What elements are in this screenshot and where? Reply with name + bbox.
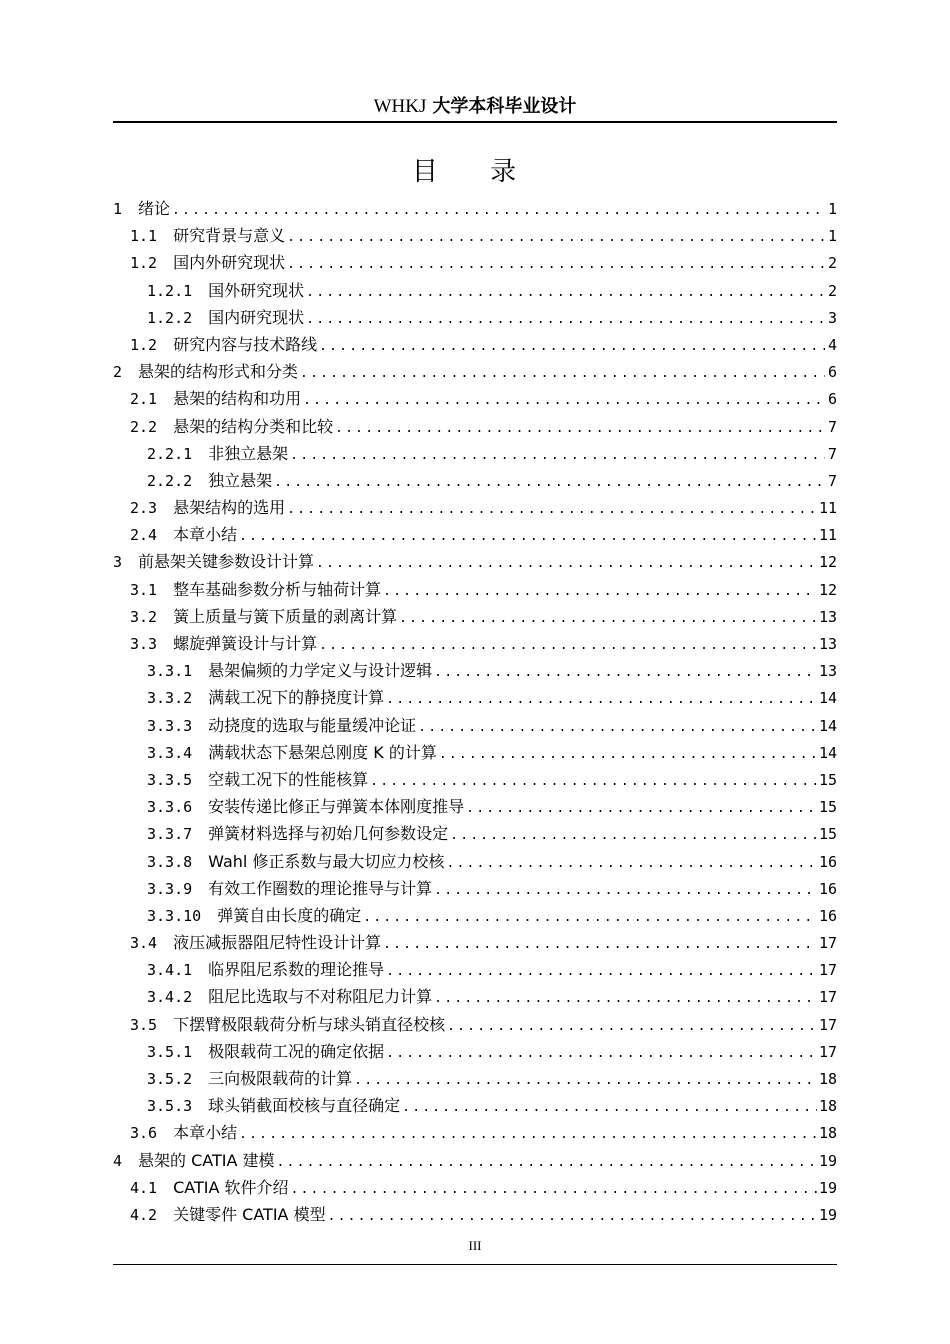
toc-entry-page: 7 (827, 444, 837, 463)
toc-entry-title: 空载工况下的性能核算 (208, 769, 369, 789)
toc-leader-dots (287, 251, 825, 278)
toc-leader-dots (383, 578, 817, 605)
toc-entry[interactable] (113, 548, 837, 575)
toc-leader-dots (291, 1176, 817, 1203)
toc-leader-dots (466, 795, 817, 822)
toc-entry[interactable] (113, 657, 837, 684)
toc-entry-number: 3.3.5 (147, 770, 193, 789)
toc-leader-dots (287, 496, 817, 523)
toc-entry[interactable] (113, 929, 837, 956)
toc-leader-dots (328, 1203, 817, 1230)
toc-entry[interactable] (113, 630, 837, 657)
toc-entry-title: 整车基础参数分析与轴荷计算 (173, 579, 382, 599)
toc-entry-title: 研究内容与技术路线 (173, 334, 318, 354)
toc-entry[interactable] (113, 1147, 837, 1174)
toc-entry-title: 本章小结 (173, 525, 238, 545)
toc-leader-dots (450, 822, 817, 849)
toc-entry-title: CATIA 软件介绍 (173, 1177, 289, 1197)
toc-entry[interactable] (113, 983, 837, 1010)
toc-entry-number: 2.2.1 (147, 444, 193, 463)
toc-leader-dots (386, 958, 817, 985)
toc-leader-dots (319, 333, 825, 360)
toc-entry-title: Wahl 修正系数与最大切应力校核 (208, 851, 445, 871)
toc-entry[interactable] (113, 358, 837, 385)
toc-entry[interactable] (113, 603, 837, 630)
toc-entry-title: 悬架偏频的力学定义与设计逻辑 (208, 661, 433, 681)
toc-entry-number: 3.4.1 (147, 961, 193, 980)
toc-entry-page: 19 (818, 1205, 837, 1224)
toc-leader-dots (300, 360, 825, 387)
toc-leader-dots (418, 714, 817, 741)
toc-leader-dots (434, 985, 817, 1012)
toc-entry-page: 19 (818, 1151, 837, 1170)
toc-leader-dots (402, 1094, 817, 1121)
toc-entry-number: 1.2 (130, 254, 158, 273)
toc-entry-title: 弹簧材料选择与初始几何参数设定 (208, 824, 449, 844)
toc-leader-dots (383, 931, 817, 958)
toc-leader-dots (306, 306, 825, 333)
toc-entry[interactable] (113, 848, 837, 875)
toc-entry-page: 6 (827, 390, 837, 409)
toc-entry-page: 16 (818, 906, 837, 925)
toc-entry-number: 2.3 (130, 499, 158, 518)
toc-entry[interactable] (113, 440, 837, 467)
toc-leader-dots (386, 1040, 817, 1067)
toc-entry-title: 本章小结 (173, 1123, 238, 1143)
toc-entry-page: 12 (818, 580, 837, 599)
toc-entry-page: 17 (818, 1015, 837, 1034)
toc-entry[interactable] (113, 712, 837, 739)
toc-entry-title: 绪论 (138, 199, 171, 218)
toc-entry-title: 独立悬架 (208, 470, 273, 490)
toc-entry[interactable] (113, 195, 837, 222)
toc-entry-title: 悬架的结构分类和比较 (173, 416, 334, 436)
toc-entry-title: 非独立悬架 (208, 443, 289, 463)
toc-entry-page: 14 (818, 743, 837, 762)
toc-entry-page: 13 (818, 607, 837, 626)
toc-entry-title: 国内研究现状 (208, 307, 305, 327)
toc-entry-title: 液压减振器阻尼特性设计计算 (173, 933, 382, 953)
toc-entry[interactable] (113, 739, 837, 766)
toc-entry[interactable] (113, 902, 837, 929)
toc-leader-dots (239, 1121, 817, 1148)
toc-entry-number: 3.4 (130, 934, 158, 953)
toc-entry-title: 动挠度的选取与能量缓冲论证 (208, 715, 417, 735)
toc-entry[interactable] (113, 1201, 837, 1228)
toc-entry-page: 19 (818, 1178, 837, 1197)
page-header (113, 92, 837, 120)
toc-entry-page: 6 (827, 363, 837, 382)
toc-leader-dots (316, 550, 817, 577)
toc-leader-dots (172, 197, 825, 224)
toc-leader-dots (319, 632, 817, 659)
toc-entry-page: 17 (818, 934, 837, 953)
toc-entry-page: 18 (818, 1070, 837, 1088)
toc-entry[interactable] (113, 494, 837, 521)
toc-entry[interactable] (113, 576, 837, 603)
toc-entry-number: 1.1 (130, 227, 158, 246)
toc-entry-number: 2 (113, 363, 123, 382)
toc-entry-page: 17 (818, 988, 837, 1007)
toc-title: 目 录 (411, 157, 539, 187)
toc-entry-page: 11 (818, 526, 837, 545)
toc-entry-number: 1 (113, 200, 123, 218)
toc-entry-title: 悬架结构的选用 (173, 498, 286, 518)
toc-leader-dots (434, 659, 817, 686)
toc-entry-number: 3.2 (130, 607, 158, 626)
header-latin: WHKJ (373, 96, 427, 117)
toc-entry-number: 3.5.3 (147, 1097, 193, 1116)
toc-leader-dots (446, 850, 817, 877)
toc-leader-dots (354, 1067, 817, 1094)
toc-entry-title: 满载工况下的静挠度计算 (208, 688, 385, 708)
toc-entry-page: 3 (827, 308, 837, 327)
toc-leader-dots (306, 279, 825, 306)
toc-leader-dots (434, 877, 817, 904)
toc-entry-title: 下摆臂极限载荷分析与球头销直径校核 (173, 1014, 446, 1034)
toc-entry-title: 国内外研究现状 (173, 253, 286, 273)
toc-entry-page: 7 (827, 417, 837, 436)
toc-entry-number: 4.2 (130, 1205, 158, 1224)
toc-entry[interactable] (113, 820, 837, 847)
toc-entry-number: 3.3.10 (147, 906, 202, 925)
toc-entry-number: 1.2 (130, 335, 158, 354)
toc-entry-title: 国外研究现状 (208, 280, 305, 300)
toc-entry-number: 3.6 (130, 1124, 158, 1143)
toc-entry[interactable] (113, 1174, 837, 1201)
toc-entry-page: 18 (818, 1124, 837, 1143)
toc-entry-number: 3 (113, 553, 123, 572)
toc-entry[interactable] (113, 304, 837, 331)
toc-entry-title: 悬架的 CATIA 建模 (138, 1150, 275, 1170)
toc-entry[interactable] (113, 793, 837, 820)
toc-entry-number: 3.4.2 (147, 988, 193, 1007)
toc-entry-title: 阻尼比选取与不对称阻尼力计算 (208, 987, 433, 1007)
toc-entry-number: 2.1 (130, 390, 158, 409)
toc-entry[interactable] (113, 1092, 837, 1119)
toc-entry-number: 4.1 (130, 1178, 158, 1197)
toc-entry-number: 4 (113, 1151, 123, 1170)
toc-entry-number: 3.3.7 (147, 825, 193, 844)
toc-leader-dots (439, 741, 817, 768)
toc-entry-number: 3.5.1 (147, 1042, 193, 1061)
toc-entry-number: 3.3.8 (147, 852, 193, 871)
toc-leader-dots (287, 224, 825, 251)
toc-entry-page: 18 (818, 1097, 837, 1116)
toc-entry[interactable] (113, 1011, 837, 1038)
toc-entry-page: 14 (818, 689, 837, 708)
toc-entry[interactable] (113, 1065, 837, 1092)
toc-leader-dots (370, 768, 817, 795)
toc-entry-page: 15 (818, 825, 837, 844)
toc-entry-number: 3.5 (130, 1015, 158, 1034)
toc-entry-page: 2 (827, 254, 837, 273)
toc-entry[interactable] (113, 277, 837, 304)
toc-entry[interactable] (113, 1038, 837, 1065)
toc-leader-dots (447, 1013, 817, 1040)
footer-rule (113, 1264, 837, 1265)
toc-entry[interactable] (113, 467, 837, 494)
toc-entry-title: 簧上质量与簧下质量的剥离计算 (173, 606, 398, 626)
toc-entry-page: 7 (827, 471, 837, 490)
toc-entry-title: 关键零件 CATIA 模型 (173, 1204, 326, 1224)
toc-entry-number: 2.2.2 (147, 471, 193, 490)
toc-entry[interactable] (113, 875, 837, 902)
toc-entry[interactable] (113, 249, 837, 276)
toc-entry[interactable] (113, 1119, 837, 1146)
toc-entry-page: 13 (818, 662, 837, 681)
toc-entry-number: 2.2 (130, 417, 158, 436)
toc-entry[interactable] (113, 385, 837, 412)
toc-entry-number: 3.3.6 (147, 798, 193, 817)
toc-entry[interactable] (113, 222, 837, 249)
toc-entry-page: 16 (818, 852, 837, 871)
page-number: III (468, 1238, 482, 1253)
toc-entry-page: 1 (827, 227, 837, 246)
toc-leader-dots (335, 415, 825, 442)
toc-entry-title: 临界阻尼系数的理论推导 (208, 960, 385, 980)
toc-entry-number: 3.3.3 (147, 716, 193, 735)
toc-entry-title: 三向极限载荷的计算 (208, 1069, 353, 1088)
toc-entry-title: 极限载荷工况的确定依据 (208, 1041, 385, 1061)
toc-entry-page: 16 (818, 879, 837, 898)
toc-entry-number: 1.2.2 (147, 308, 193, 327)
toc-leader-dots (239, 523, 817, 550)
toc-entry-number: 3.3.2 (147, 689, 193, 708)
toc-leader-dots (386, 686, 817, 713)
toc-entry-title: 满载状态下悬架总刚度 K 的计算 (208, 742, 437, 762)
toc-leader-dots (290, 442, 825, 469)
toc-entry-number: 3.5.2 (147, 1070, 193, 1088)
toc-entry-title: 安装传递比修正与弹簧本体刚度推导 (208, 797, 465, 817)
toc-entry[interactable] (113, 413, 837, 440)
toc-entry[interactable] (113, 956, 837, 983)
table-of-contents (113, 195, 837, 1228)
toc-entry[interactable] (113, 766, 837, 793)
toc-entry-number: 2.4 (130, 526, 158, 545)
toc-entry-title: 有效工作圈数的理论推导与计算 (208, 878, 433, 898)
toc-entry-title: 前悬架关键参数设计计算 (138, 552, 315, 572)
toc-entry-title: 悬架的结构和功用 (173, 389, 302, 409)
header-title: 大学本科毕业设计 (432, 96, 577, 117)
toc-entry-title: 球头销截面校核与直径确定 (208, 1096, 401, 1116)
toc-entry-page: 11 (818, 499, 837, 518)
toc-entry-number: 3.3 (130, 635, 158, 653)
toc-leader-dots (303, 387, 825, 414)
toc-entry-title: 悬架的结构形式和分类 (138, 362, 299, 382)
toc-entry-page: 12 (818, 553, 837, 572)
toc-entry-page: 14 (818, 716, 837, 735)
toc-entry-page: 15 (818, 798, 837, 817)
toc-entry-page: 15 (818, 770, 837, 789)
toc-entry-title: 研究背景与意义 (173, 226, 286, 246)
toc-entry-page: 17 (818, 961, 837, 980)
toc-entry-page: 1 (827, 200, 837, 218)
toc-entry[interactable] (113, 684, 837, 711)
toc-entry-title: 弹簧自由长度的确定 (217, 905, 362, 925)
toc-leader-dots (277, 1149, 817, 1176)
toc-entry-page: 4 (827, 335, 837, 354)
toc-entry-number: 3.3.9 (147, 879, 193, 898)
toc-entry-page: 17 (818, 1042, 837, 1061)
toc-entry-page: 13 (818, 635, 837, 653)
toc-entry-page: 2 (827, 281, 837, 300)
toc-entry-number: 1.2.1 (147, 281, 193, 300)
toc-entry-number: 3.3.1 (147, 662, 193, 681)
toc-leader-dots (399, 605, 817, 632)
toc-leader-dots (363, 904, 817, 931)
header-rule (113, 121, 837, 123)
toc-entry-number: 3.3.4 (147, 743, 193, 762)
toc-entry-title: 螺旋弹簧设计与计算 (173, 634, 318, 653)
toc-leader-dots (274, 469, 825, 496)
toc-entry[interactable] (113, 521, 837, 548)
toc-entry[interactable] (113, 331, 837, 358)
toc-entry-number: 3.1 (130, 580, 158, 599)
